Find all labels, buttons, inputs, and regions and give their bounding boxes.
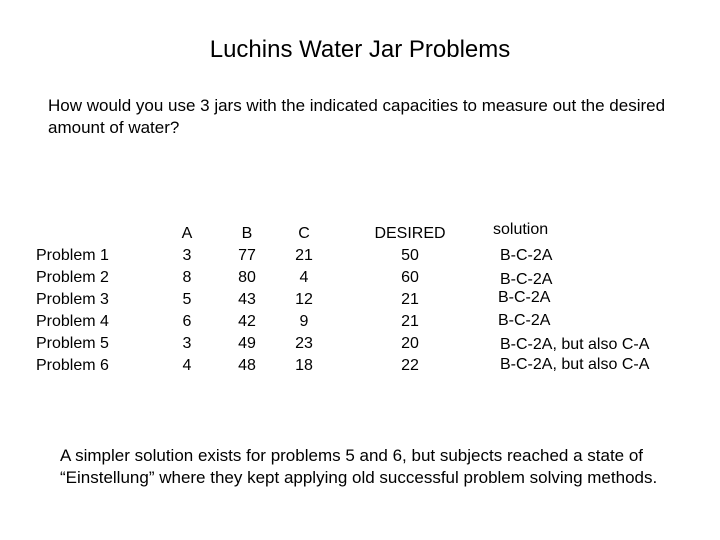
- solution-value: B-C-2A, but also C-A: [500, 336, 650, 353]
- solution-value: B-C-2A: [498, 312, 551, 329]
- solution-value: B-C-2A, but also C-A: [500, 356, 650, 373]
- problem-label: Problem 6: [36, 357, 109, 374]
- footnote-text: A simpler solution exists for problems 5 and 6, but subjects reached a state of “Einstellung” where they kept applying old successful problem solving methods.: [60, 446, 658, 487]
- problem-label: Problem 5: [36, 335, 109, 352]
- desired-value: 22: [401, 357, 419, 374]
- jar-c-value: 18: [295, 357, 313, 374]
- jar-c-value: 23: [295, 335, 313, 352]
- jar-b-value: 49: [238, 335, 256, 352]
- desired-value: 60: [401, 269, 419, 286]
- page-title: Luchins Water Jar Problems: [209, 36, 511, 63]
- jar-a-value: 3: [182, 247, 192, 264]
- jar-a-column: [172, 223, 202, 377]
- solution-header: solution: [493, 221, 549, 238]
- jar-c-column: [286, 223, 322, 377]
- jar-b-value: 80: [238, 269, 256, 286]
- jar-a-value: 6: [182, 313, 192, 330]
- solution-value: B-C-2A: [500, 271, 553, 288]
- jar-b-header: B: [241, 225, 253, 242]
- desired-value: 20: [401, 335, 419, 352]
- desired-value: 21: [401, 291, 419, 308]
- jar-a-value: 8: [182, 269, 192, 286]
- jar-c-value: 21: [295, 247, 313, 264]
- jar-a-value: 3: [182, 335, 192, 352]
- question-text: How would you use 3 jars with the indicated capacities to measure out the desired amount of water?: [48, 96, 666, 137]
- solution-value: B-C-2A: [500, 247, 553, 264]
- jar-b-column: [229, 223, 265, 377]
- jar-c-value: 12: [295, 291, 313, 308]
- problem-label: Problem 2: [36, 269, 109, 286]
- jar-a-value: 5: [182, 291, 192, 308]
- desired-column: [362, 223, 458, 377]
- solution-value: B-C-2A: [498, 289, 551, 306]
- jar-c-value: 9: [299, 313, 309, 330]
- jar-b-value: 77: [238, 247, 256, 264]
- jar-c-header: C: [298, 225, 310, 242]
- jar-b-value: 43: [238, 291, 256, 308]
- jar-a-header: A: [181, 225, 193, 242]
- jar-a-value: 4: [182, 357, 192, 374]
- jar-b-value: 48: [238, 357, 256, 374]
- problem-label: Problem 3: [36, 291, 109, 308]
- jar-b-value: 42: [238, 313, 256, 330]
- problem-label: Problem 1: [36, 247, 109, 264]
- desired-value: 21: [401, 313, 419, 330]
- problem-label: Problem 4: [36, 313, 109, 330]
- problem-label-column: [36, 245, 109, 377]
- desired-header: DESIRED: [374, 225, 446, 242]
- jar-c-value: 4: [299, 269, 309, 286]
- desired-value: 50: [401, 247, 419, 264]
